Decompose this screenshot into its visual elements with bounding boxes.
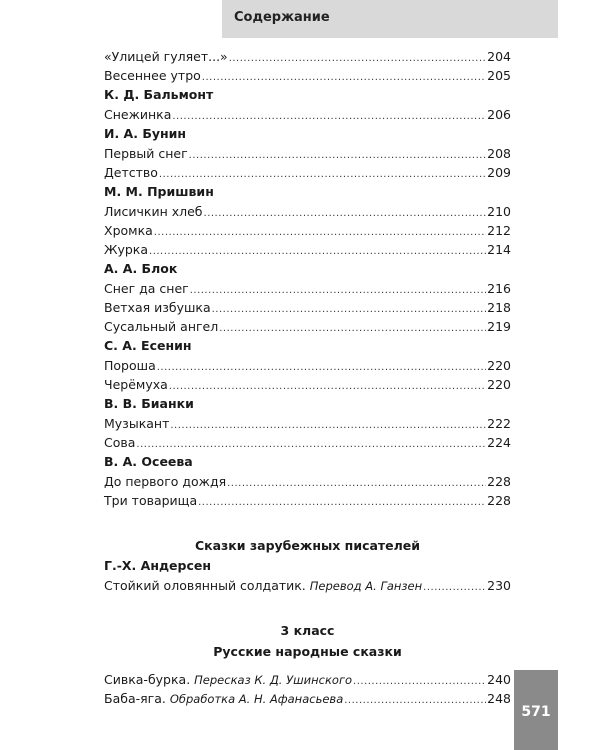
section-heading-folk-tales: Русские народные сказки [213, 644, 402, 659]
entry-page: 210 [487, 204, 511, 219]
entry-page: 214 [487, 242, 511, 257]
toc-entry[interactable] [104, 472, 511, 491]
entry-title: Сова [104, 435, 136, 450]
entry-page: 209 [487, 165, 511, 180]
section-heading-foreign: Сказки зарубежных писателей [194, 538, 421, 553]
toc-entry[interactable] [104, 221, 511, 240]
dot-leader [353, 672, 486, 691]
entry-title [104, 689, 343, 709]
dot-leader [190, 281, 486, 300]
toc-entry[interactable] [104, 414, 511, 433]
toc-entry[interactable] [104, 317, 511, 336]
entry-page: 228 [487, 474, 511, 489]
entry-title: Музыкант [104, 416, 170, 431]
entry-title: Ветхая избушка [104, 300, 211, 315]
entry-title: Черёмуха [104, 377, 168, 392]
dot-leader [202, 68, 486, 87]
entry-page: 219 [487, 319, 511, 334]
toc-entry[interactable] [104, 66, 511, 85]
entry-page: 220 [487, 358, 511, 373]
entry-translation: Обработка А. Н. Афанасьева [169, 692, 344, 706]
entry-title: Сусальный ангел [104, 319, 219, 334]
toc-entry[interactable] [104, 163, 511, 182]
spacer [104, 662, 511, 670]
entry-page: 205 [487, 68, 511, 83]
toc-entry[interactable] [104, 202, 511, 221]
author-heading: К. Д. Бальмонт [104, 87, 214, 102]
entry-title-text: Стойкий оловянный солдатик. [104, 578, 306, 593]
entry-page: 222 [487, 416, 511, 431]
entry-title [104, 576, 422, 596]
entry-title: Хромка [104, 223, 153, 238]
author-heading: И. А. Бунин [104, 126, 187, 141]
entry-title: Первый снег [104, 146, 188, 161]
entry-title: Снежинка [104, 107, 172, 122]
entry-title: Весеннее утро [104, 68, 201, 83]
entry-page: 224 [487, 435, 511, 450]
section-gap [104, 595, 511, 620]
toc-entry[interactable] [104, 670, 511, 689]
entry-title-text: Баба-яга. [104, 691, 166, 706]
toc-entry[interactable] [104, 375, 511, 394]
dot-leader [172, 107, 486, 126]
dot-leader [423, 578, 486, 597]
entry-page: 206 [487, 107, 511, 122]
dot-leader [344, 691, 486, 710]
author-heading: В. В. Бианки [104, 396, 194, 411]
page-header-title: Содержание [234, 10, 330, 25]
toc-entry[interactable] [104, 491, 511, 510]
entry-title: Три товарища [104, 493, 198, 508]
toc-entry[interactable] [104, 356, 511, 375]
entry-title: До первого дождя [104, 474, 227, 489]
entry-title: Журка [104, 242, 149, 257]
toc-entry[interactable] [104, 279, 511, 298]
toc-entry[interactable] [104, 298, 511, 317]
grade-heading: 3 класс [280, 623, 335, 638]
toc-entry[interactable] [104, 689, 511, 708]
entry-page: 208 [487, 146, 511, 161]
author-heading: Г.-Х. Андерсен [104, 558, 211, 573]
entry-title [104, 670, 352, 690]
toc-entry[interactable] [104, 47, 511, 66]
entry-title: Детство [104, 165, 158, 180]
dot-leader [189, 146, 486, 165]
section-gap [104, 510, 511, 535]
entry-page: 228 [487, 493, 511, 508]
author-heading: М. М. Пришвин [104, 184, 214, 199]
dot-leader [170, 416, 486, 435]
page-number: 571 [521, 704, 551, 720]
dot-leader [198, 493, 486, 512]
toc-entry[interactable] [104, 240, 511, 259]
entry-page: 230 [487, 578, 511, 593]
entry-translation: Перевод А. Ганзен [309, 579, 423, 593]
dot-leader [149, 242, 486, 261]
entry-title-text: Сивка-бурка. [104, 672, 191, 687]
toc-entry[interactable] [104, 433, 511, 452]
entry-page: 248 [487, 691, 511, 706]
dot-leader [169, 377, 486, 396]
toc-entry[interactable] [104, 576, 511, 595]
entry-title: Снег да снег [104, 281, 189, 296]
dot-leader [227, 474, 486, 493]
author-heading: В. А. Осеева [104, 454, 193, 469]
table-of-contents [104, 47, 511, 708]
entry-page: 218 [487, 300, 511, 315]
dot-leader [154, 223, 486, 242]
author-heading: С. А. Есенин [104, 338, 192, 353]
entry-page: 220 [487, 377, 511, 392]
entry-page: 212 [487, 223, 511, 238]
dot-leader [204, 204, 487, 223]
entry-title: «Улицей гуляет...» [104, 49, 228, 64]
toc-entry[interactable] [104, 105, 511, 124]
entry-title: Лисичкин хлеб [104, 204, 203, 219]
dot-leader [229, 49, 486, 68]
toc-entry[interactable] [104, 144, 511, 163]
dot-leader [157, 358, 486, 377]
author-heading: А. А. Блок [104, 261, 178, 276]
entry-title: Пороша [104, 358, 156, 373]
entry-translation: Пересказ К. Д. Ушинского [194, 673, 353, 687]
dot-leader [219, 319, 486, 338]
dot-leader [212, 300, 487, 319]
entry-page: 216 [487, 281, 511, 296]
entry-page: 204 [487, 49, 511, 64]
entry-page: 240 [487, 672, 511, 687]
